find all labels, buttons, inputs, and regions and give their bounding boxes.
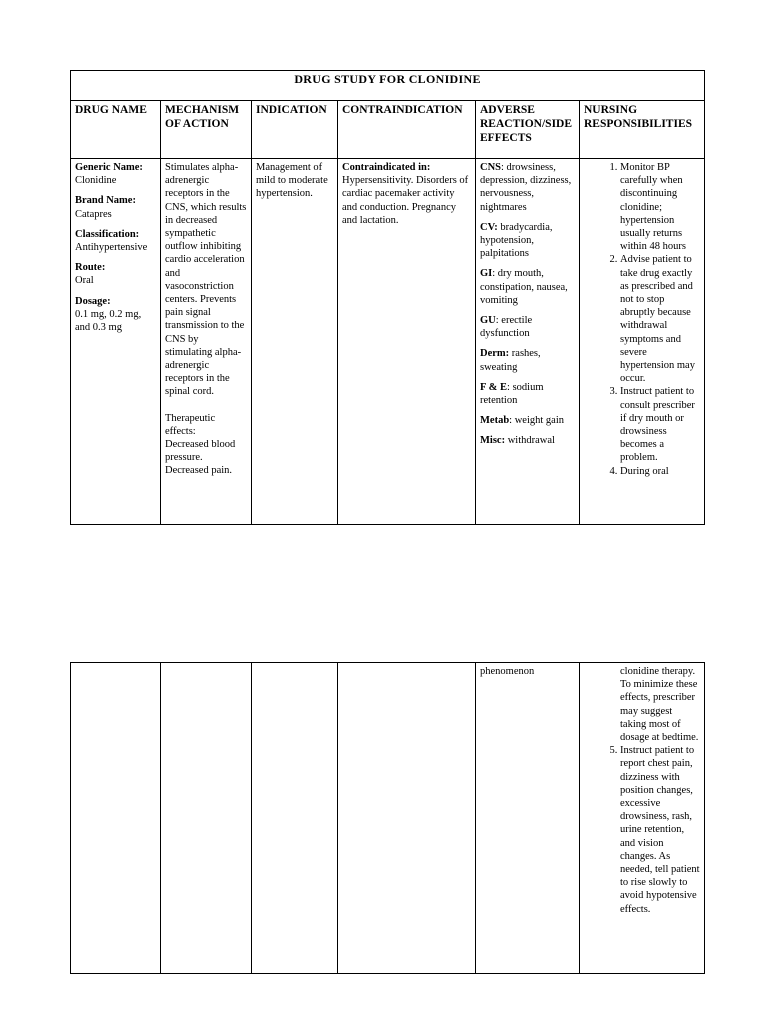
therapeutic-effect-1: Decreased blood pressure. (165, 439, 236, 464)
adverse-label: CV: (480, 221, 498, 233)
adverse-text: : dry mouth, constipation, nausea, vomiting (480, 268, 568, 306)
nursing-item: 4. During oral (620, 465, 700, 478)
drug-study-table-continued (70, 662, 705, 974)
nursing-item: 3. Instruct patient to consult prescriber if dry mouth or drowsiness becomes a problem. (620, 385, 700, 464)
header-nursing: NURSING RESPONSIBILITIES (580, 101, 705, 159)
adverse-label: GI (480, 268, 493, 280)
adverse-label: F & E (480, 381, 508, 393)
contraindication-text: Hypersensitivity. Disorders of cardiac pacemaker activity and conduction. Pregnancy and lactation. (342, 175, 469, 226)
nursing-cell-continued (580, 663, 705, 974)
adverse-label: GU (480, 315, 496, 327)
header-mechanism: MECHANISM OF ACTION (161, 101, 252, 159)
contraindication-cell (338, 159, 476, 525)
drug-study-table (70, 70, 705, 525)
adverse-text: bradycardia, hypotension, palpitations (480, 221, 553, 260)
classification-label: Classification: (75, 228, 140, 240)
nursing-list-continued (584, 744, 700, 916)
adverse-text: : weight gain (509, 415, 564, 427)
adverse-label: Misc: (480, 435, 506, 447)
adverse-label: Metab (480, 415, 510, 427)
header-drug-name: DRUG NAME (71, 101, 161, 159)
adverse-text: : drowsiness, depression, dizziness, nervousness, nightmares (480, 162, 572, 213)
therapeutic-label: Therapeutic effects: (165, 412, 216, 437)
table-title: DRUG STUDY FOR CLONIDINE (71, 71, 705, 101)
nursing-item-continued: clonidine therapy. To minimize these effects, prescriber may suggest taking most of dosage at bedtime. (620, 666, 699, 744)
route-label: Route: (75, 262, 106, 274)
indication-cell: Management of mild to moderate hypertension. (252, 159, 338, 525)
dosage-value: 0.1 mg, 0.2 mg, and 0.3 mg (75, 308, 142, 334)
adverse-label: CNS (480, 162, 502, 173)
mechanism-cell-continued (161, 663, 252, 974)
classification-value: Antihypertensive (75, 242, 148, 254)
adverse-text-continued: phenomenon (480, 666, 535, 677)
therapeutic-effect-2: Decreased pain. (165, 465, 233, 477)
brand-label: Brand Name: (75, 195, 136, 207)
nursing-item: 5. Instruct patient to report chest pain, dizziness with position changes, excessive drowsiness, rash, urine retention, and vision changes. As needed, tell patient to rise slowly to avoid hypotensive effects. (620, 744, 700, 916)
header-contraindication: CONTRAINDICATION (338, 101, 476, 159)
route-value: Oral (75, 275, 94, 287)
adverse-text: : sodium retention (480, 381, 544, 407)
dosage-label: Dosage: (75, 295, 111, 307)
adverse-cell (476, 159, 580, 525)
mechanism-cell (161, 159, 252, 525)
adverse-cell-continued (476, 663, 580, 974)
indication-cell-continued (252, 663, 338, 974)
adverse-text: : erectile dysfunction (480, 315, 533, 340)
contraindication-cell-continued (338, 663, 476, 974)
generic-value: Clonidine (75, 175, 117, 187)
nursing-cell (580, 159, 705, 525)
generic-label: Generic Name: (75, 162, 143, 173)
nursing-list (584, 161, 700, 478)
nursing-item: 1. Monitor BP carefully when discontinuing clonidine; hypertension usually returns within 48 hours (620, 161, 700, 253)
drug-name-cell-continued (71, 663, 161, 974)
brand-value: Catapres (75, 208, 112, 220)
mechanism-text: Stimulates alpha-adrenergic receptors in the CNS, which results in decreased sympathetic outflow inhibiting cardio acceleration and vasoconstriction centers. Prevents pain signal transmission to the CNS by stimulating alpha-adrenergic receptors in the spinal cord. (165, 162, 247, 398)
adverse-label: Derm: (480, 348, 510, 360)
adverse-text: rashes, sweating (480, 348, 541, 373)
nursing-item: 2. Advise patient to take drug exactly as prescribed and not to stop abruptly because withdrawal symptoms and severe hypertension may occur. (620, 253, 700, 385)
adverse-text: withdrawal (505, 435, 555, 447)
header-indication: INDICATION (252, 101, 338, 159)
drug-name-cell (71, 159, 161, 525)
contraindication-label: Contraindicated in: (342, 162, 431, 173)
header-adverse: ADVERSE REACTION/SIDE EFFECTS (476, 101, 580, 159)
